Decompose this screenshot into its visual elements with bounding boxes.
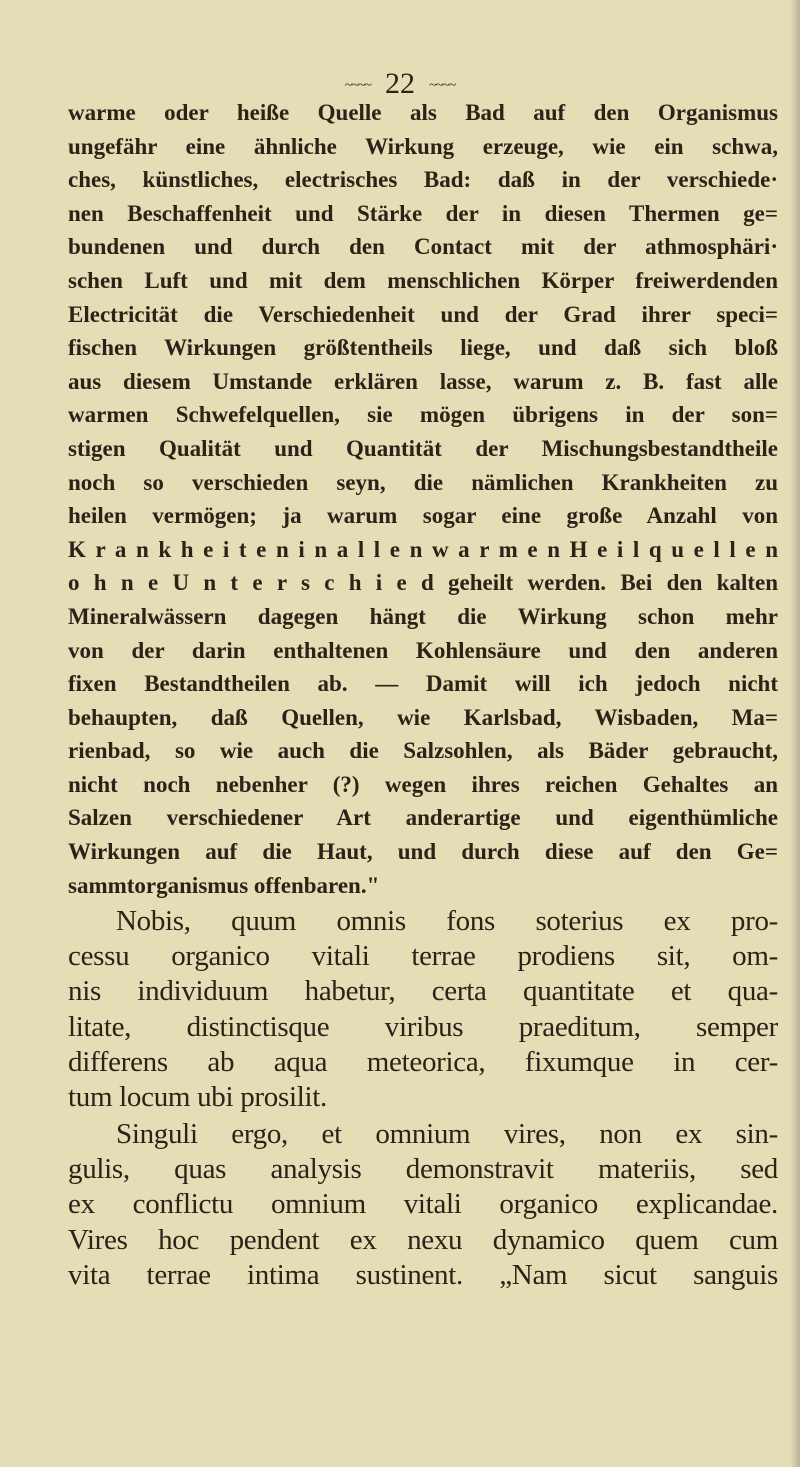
text-line: fixen Bestandtheilen ab. — Damit will ich jedoch nicht [68, 671, 778, 697]
text-line: ungefähr eine ähnliche Wirkung erzeuge, wie ein schwa, [68, 133, 778, 159]
text-line: o h n e U n t e r s c h i e d geheilt werden. Bei den kalten [68, 570, 778, 596]
text-line: litate, distinctisque viribus praeditum, semper [68, 1010, 778, 1043]
page-number: 22 [385, 67, 415, 100]
text-line: nicht noch nebenher (?) wegen ihres reichen Gehaltes an [68, 771, 778, 797]
text-line: schen Luft und mit dem menschlichen Körper freiwerdenden [68, 267, 778, 293]
text-line: rienbad, so wie auch die Salzsohlen, als Bäder gebraucht, [68, 738, 778, 764]
text-line: ex conflictu omnium vitali organico explicandae. [68, 1188, 778, 1221]
text-line: behaupten, daß Quellen, wie Karlsbad, Wisbaden, Ma= [68, 704, 778, 730]
text-line: Nobis, quum omnis fons soterius ex pro- [116, 905, 778, 937]
ornament-left: ~~~~ [344, 78, 371, 94]
text-line: vita terrae intima sustinent. „Nam sicut sanguis [68, 1258, 778, 1291]
text-line: heilen vermögen; ja warum sogar eine große Anzahl von [68, 503, 778, 529]
text-line: gulis, quas analysis demonstravit materiis, sed [68, 1153, 778, 1186]
text-line: von der darin enthaltenen Kohlensäure und den anderen [68, 637, 778, 663]
text-line: nen Beschaffenheit und Stärke der in diesen Thermen ge= [68, 200, 778, 226]
text-line: warmen Schwefelquellen, sie mögen übrigens in der son= [68, 402, 778, 428]
text-line: Salzen verschiedener Art anderartige und eigenthümliche [68, 805, 778, 831]
text-line: differens ab aqua meteorica, fixumque in cer- [68, 1045, 778, 1078]
text-line: Singuli ergo, et omnium vires, non ex sin- [116, 1118, 778, 1150]
text-line: stigen Qualität und Quantität der Mischungsbestandtheile [68, 435, 778, 461]
text-line: cessu organico vitali terrae prodiens sit, om- [68, 940, 778, 973]
text-line: nis individuum habetur, certa quantitate et qua- [68, 975, 778, 1008]
ornament-right: ~~~~ [429, 78, 456, 94]
text-line: Electricität die Verschiedenheit und der Grad ihrer speci= [68, 301, 778, 327]
text-line: fischen Wirkungen größtentheils liege, und daß sich bloß [68, 335, 778, 361]
text-line: ches, künstliches, electrisches Bad: daß in der verschiede· [68, 167, 778, 193]
text-line: sammtorganismus offenbaren." [68, 872, 380, 898]
latin-paragraph-1 [68, 904, 778, 1115]
text-line: warme oder heiße Quelle als Bad auf den Organismus [68, 100, 778, 125]
text-line: noch so verschieden seyn, die nämlichen Krankheiten zu [68, 469, 778, 495]
text-line: Mineralwässern dagegen hängt die Wirkung schon mehr [68, 603, 778, 629]
text-line: aus diesem Umstande erklären lasse, warum z. B. fast alle [68, 368, 778, 394]
text-line: Wirkungen auf die Haut, und durch diese auf den Ge= [68, 839, 778, 865]
latin-paragraph-2 [68, 1117, 778, 1293]
text-line: K r a n k h e i t e n i n a l l e n w a r m e n H e i l q u e l l e n [68, 536, 778, 562]
german-quote-paragraph [68, 96, 778, 902]
page-edge-shadow [790, 0, 800, 1467]
text-line: tum locum ubi prosilit. [68, 1080, 327, 1113]
text-line: Vires hoc pendent ex nexu dynamico quem cum [68, 1223, 778, 1256]
text-line: bundenen und durch den Contact mit der athmosphäri· [68, 234, 778, 260]
